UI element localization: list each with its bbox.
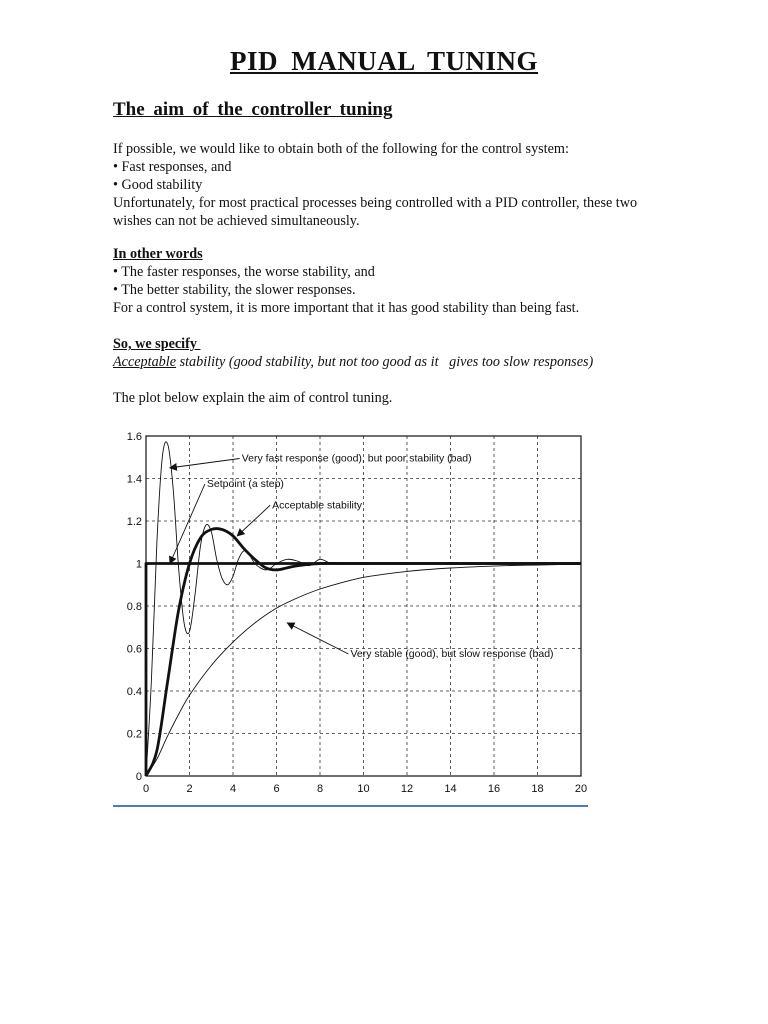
y-tick-label: 1.6 xyxy=(126,431,142,443)
y-tick-label: 1 xyxy=(135,558,142,571)
annotation-label: Setpoint (a step) xyxy=(206,478,284,490)
response-chart-svg xyxy=(113,424,588,799)
y-tick-label: 0.2 xyxy=(126,728,142,741)
y-tick-label: 1.2 xyxy=(126,516,142,528)
x-tick-label: 16 xyxy=(487,783,501,795)
plot-intro: The plot below explain the aim of control tuning. xyxy=(113,390,393,406)
intro-line: If possible, we would like to obtain both of the following for the control system: xyxy=(113,141,569,157)
intro-bullet-stability: • Good stability xyxy=(113,177,203,193)
horizontal-rule xyxy=(113,805,588,807)
specify-rest: stability (good stability, but not too good as it gives too slow responses) xyxy=(176,354,594,370)
specify-paragraph xyxy=(113,335,593,371)
y-tick-label: 0.4 xyxy=(126,686,142,698)
x-tick-label: 4 xyxy=(229,783,237,795)
intro-paragraph xyxy=(113,140,637,230)
annotation-arrow xyxy=(287,623,348,654)
other-words-paragraph xyxy=(113,245,579,317)
y-tick-label: 0 xyxy=(135,771,142,783)
acceptable-word: Acceptable xyxy=(113,354,177,370)
other-words-heading: In other words xyxy=(113,246,203,262)
other-words-line: For a control system, it is more important that it has good stability than being fast. xyxy=(113,300,580,316)
annotation-label: Very fast response (good), but poor stability (bad) xyxy=(241,452,472,465)
specify-heading: So, we specify xyxy=(113,336,201,352)
annotation-label: Acceptable stability xyxy=(272,499,363,512)
x-tick-label: 20 xyxy=(574,783,588,795)
x-tick-label: 14 xyxy=(444,783,457,795)
intro-line: Unfortunately, for most practical processes being controlled with a PID controller, these two xyxy=(113,195,638,211)
x-tick-label: 8 xyxy=(316,783,324,795)
x-tick-label: 2 xyxy=(186,783,193,795)
x-tick-label: 10 xyxy=(357,783,370,795)
x-tick-label: 6 xyxy=(273,783,280,795)
plot-intro-paragraph xyxy=(113,389,392,407)
intro-line: wishes can not be achieved simultaneously. xyxy=(113,213,360,229)
intro-bullet-fast: • Fast responses, and xyxy=(113,159,232,175)
other-words-bullet: • The faster responses, the worse stability, and xyxy=(113,264,375,280)
response-chart xyxy=(113,424,588,804)
x-tick-label: 18 xyxy=(531,783,544,795)
y-tick-label: 1.4 xyxy=(126,473,142,486)
x-tick-label: 12 xyxy=(400,783,414,795)
annotation-arrow xyxy=(170,459,240,468)
document-title: PID MANUAL TUNING xyxy=(229,46,539,76)
annotation-arrow xyxy=(237,505,270,536)
x-tick-label: 0 xyxy=(142,783,150,795)
y-tick-label: 0.6 xyxy=(126,643,142,656)
tick-layer xyxy=(127,431,587,795)
other-words-bullet: • The better stability, the slower responses. xyxy=(113,282,356,298)
y-tick-label: 0.8 xyxy=(126,601,142,613)
annotation-label: Very stable (good), but slow response (bad) xyxy=(350,648,554,660)
specify-line xyxy=(113,353,593,371)
section-heading: The aim of the controller tuning xyxy=(113,99,393,120)
annotation-layer xyxy=(170,453,554,661)
